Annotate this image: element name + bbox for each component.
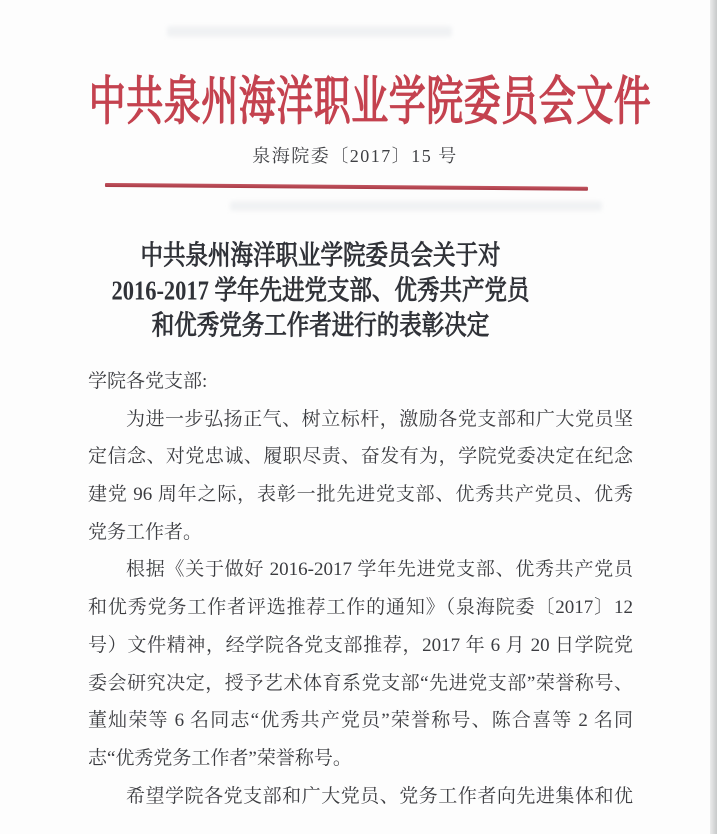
title-line <box>0 308 641 343</box>
body-line: 根据《关于做好 2016-2017 学年先进党支部、优秀共产党员 <box>126 559 633 581</box>
masthead-text: 中共泉州海洋职业学院委员会文件 <box>88 73 652 132</box>
title-line <box>0 238 641 273</box>
title-line-text: 和优秀党务工作者进行的表彰决定 <box>151 310 490 341</box>
body-line: 和优秀党务工作者评选推荐工作的通知》（泉海院委〔2017〕12 <box>88 597 633 619</box>
red-divider-line <box>105 183 588 191</box>
title-line-text: 2016-2017 学年先进党支部、优秀共产党员 <box>111 275 530 306</box>
body-line: 董灿荣等 6 名同志“优秀共产党员”荣誉称号、陈合喜等 2 名同 <box>88 710 633 732</box>
body-line: 希望学院各党支部和广大党员、党务工作者向先进集体和优 <box>126 785 633 807</box>
body-line: 为进一步弘扬正气、树立标杆，激励各党支部和广大党员坚 <box>126 408 633 430</box>
body-line: 党务工作者。 <box>88 521 203 543</box>
doc-number: 泉海院委〔2017〕15 号 <box>252 146 458 166</box>
title-line <box>0 273 641 308</box>
salutation: 学院各党支部: <box>88 371 208 392</box>
body-line: 志“优秀党务工作者”荣誉称号。 <box>88 747 352 769</box>
body-line: 委会研究决定，授予艺术体育系党支部“先进党支部”荣誉称号、 <box>88 672 633 694</box>
bleed-through-artifact <box>167 26 452 37</box>
scan-edge-shadow <box>710 0 717 834</box>
document-title <box>0 238 641 343</box>
document-masthead <box>24 58 716 132</box>
body-line: 建党 96 周年之际，表彰一批先进党支部、优秀共产党员、优秀 <box>88 484 633 506</box>
title-line-text: 中共泉州海洋职业学院委员会关于对 <box>140 240 501 271</box>
document-body <box>88 363 633 815</box>
body-line: 定信念、对党忠诚、履职尽责、奋发有为，学院党委决定在纪念 <box>88 446 633 468</box>
body-line: 号）文件精神，经学院各党支部推荐，2017 年 6 月 20 日学院党 <box>88 634 633 656</box>
bleed-through-artifact <box>230 201 602 211</box>
